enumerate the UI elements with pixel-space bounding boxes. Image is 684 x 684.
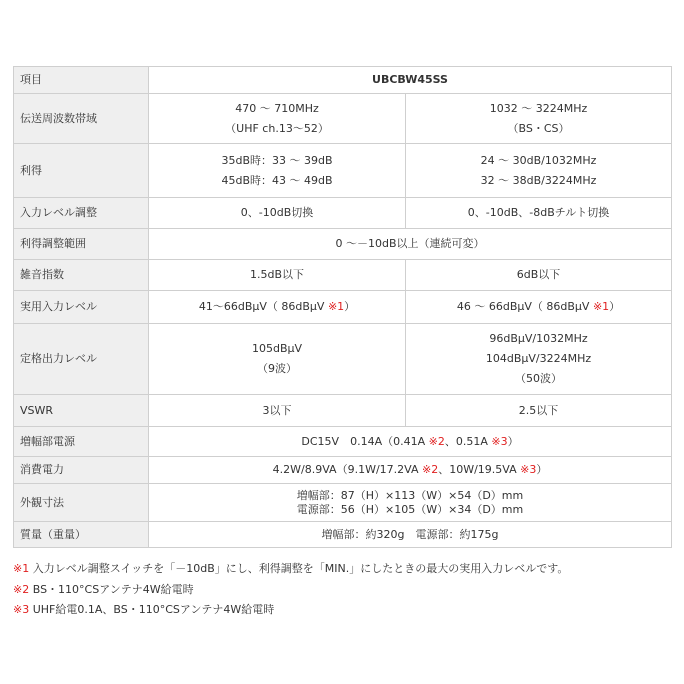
gain-adj-value: 0 ～－10dB以上（連続可変）: [149, 229, 672, 260]
gain-bs-line-1: 24 ～ 30dB/1032MHz: [480, 153, 597, 167]
dimensions-value: [149, 484, 672, 522]
note-mark-3: ※3: [491, 434, 508, 448]
practical-input-uhf: [149, 291, 406, 324]
gain-bs: [406, 144, 672, 198]
rated-output-bs-line-3: （50波）: [515, 372, 562, 385]
practical-input-bs-close: ）: [609, 300, 621, 313]
rated-output-uhf-line-2: （9波）: [257, 362, 297, 375]
rated-output-bs-line-1: 96dBμV/1032MHz: [489, 332, 588, 345]
footnote-1: [13, 559, 673, 580]
footnote-2-mark: ※2: [13, 582, 30, 596]
note-mark-2: ※2: [428, 434, 445, 448]
input-adj-uhf: 0、-10dB切換: [149, 198, 406, 229]
note-mark-1: ※1: [327, 300, 345, 313]
rated-output-bs-line-2: 104dBμV/3224MHz: [485, 352, 592, 365]
noise-label: 雑音指数: [14, 260, 149, 291]
consumption-text-2: 、10W/19.5VA: [438, 463, 521, 476]
footnote-2-text: BS・110°CSアンテナ4W給電時: [29, 582, 194, 596]
practical-input-bs: [406, 291, 672, 324]
power-supply-text-2: 、0.51A: [444, 434, 492, 448]
gain-uhf-line-2: 45dB時：43 ～ 49dB: [221, 173, 333, 187]
table-row-input-adj: [14, 198, 672, 229]
vswr-bs: 2.5以下: [406, 395, 672, 427]
noise-uhf: 1.5dB以下: [149, 260, 406, 291]
power-supply-text-3: ）: [507, 434, 519, 448]
practical-input-uhf-close: ）: [344, 300, 356, 313]
gain-adj-label: 利得調整範囲: [14, 229, 149, 260]
freq-uhf-line-2: （UHF ch.13～52）: [225, 121, 329, 135]
footnote-1-mark: ※1: [13, 562, 30, 575]
table-row-header: [14, 67, 672, 94]
mass-label: 質量（重量）: [14, 522, 149, 548]
table-row-freq: [14, 94, 672, 144]
input-adj-bs: 0、-10dB、-8dBチルト切換: [406, 198, 672, 229]
freq-bs: [406, 94, 672, 144]
table-row-consumption: [14, 457, 672, 484]
rated-output-bs: [406, 324, 672, 395]
footnote-3-text: UHF給電0.1A、BS・110°CSアンテナ4W給電時: [29, 603, 275, 616]
power-supply-value: [149, 427, 672, 457]
table-row-practical-input: [14, 291, 672, 324]
noise-bs: 6dB以下: [406, 260, 672, 291]
consumption-value: [149, 457, 672, 484]
table-row-power-supply: [14, 427, 672, 457]
table-row-gain-adj: [14, 229, 672, 260]
freq-label: 伝送周波数帯域: [14, 94, 149, 144]
vswr-uhf: 3以下: [149, 395, 406, 427]
table-row-gain: [14, 144, 672, 198]
power-supply-text-1: DC15V 0.14A（0.41A: [301, 434, 429, 448]
table-row-vswr: [14, 395, 672, 427]
rated-output-uhf: [149, 324, 406, 395]
note-mark-1: ※1: [592, 300, 610, 313]
footnote-1-text: 入力レベル調整スイッチを「－10dB」にし、利得調整を「MIN.」にしたときの最大の実用入力レベルです。: [29, 562, 569, 575]
gain-bs-line-2: 32 ～ 38dB/3224MHz: [480, 173, 597, 187]
input-adj-label: 入力レベル調整: [14, 198, 149, 229]
rated-output-uhf-line-1: 105dBμV: [251, 342, 303, 355]
gain-label: 利得: [14, 144, 149, 198]
dimensions-line-2: 電源部：56（H）×105（W）×34（D）mm: [296, 502, 524, 516]
vswr-label: VSWR: [14, 395, 149, 427]
freq-bs-line-2: （BS・CS）: [507, 121, 570, 135]
footnotes: [13, 559, 673, 621]
mass-value: 増幅部：約320g 電源部：約175g: [149, 522, 672, 548]
footnote-2: [13, 580, 673, 601]
consumption-text-3: ）: [536, 463, 548, 476]
footnote-3: [13, 600, 673, 621]
footnote-3-mark: ※3: [13, 603, 30, 616]
gain-uhf-line-1: 35dB時：33 ～ 39dB: [221, 153, 333, 167]
table-row-rated-output: [14, 324, 672, 395]
header-label: 項目: [14, 67, 149, 94]
model-name: UBCBW45SS: [149, 67, 672, 94]
dimensions-label: 外観寸法: [14, 484, 149, 522]
gain-uhf: [149, 144, 406, 198]
practical-input-uhf-text: 41～66dBμV（ 86dBμV: [198, 300, 328, 313]
power-supply-label: 増幅部電源: [14, 427, 149, 457]
table-row-noise: [14, 260, 672, 291]
rated-output-label: 定格出力レベル: [14, 324, 149, 395]
table-row-mass: [14, 522, 672, 548]
freq-bs-line-1: 1032 ～ 3224MHz: [489, 101, 588, 115]
note-mark-2: ※2: [421, 463, 439, 476]
freq-uhf-line-1: 470 ～ 710MHz: [235, 101, 319, 115]
note-mark-3: ※3: [520, 463, 537, 476]
practical-input-label: 実用入力レベル: [14, 291, 149, 324]
freq-uhf: [149, 94, 406, 144]
practical-input-bs-text: 46 ～ 66dBμV（ 86dBμV: [456, 300, 593, 313]
spec-table: [13, 66, 672, 548]
consumption-label: 消費電力: [14, 457, 149, 484]
dimensions-line-1: 増幅部：87（H）×113（W）×54（D）mm: [296, 488, 524, 502]
consumption-text-1: 4.2W/8.9VA（9.1W/17.2VA: [272, 463, 422, 476]
table-row-dimensions: [14, 484, 672, 522]
